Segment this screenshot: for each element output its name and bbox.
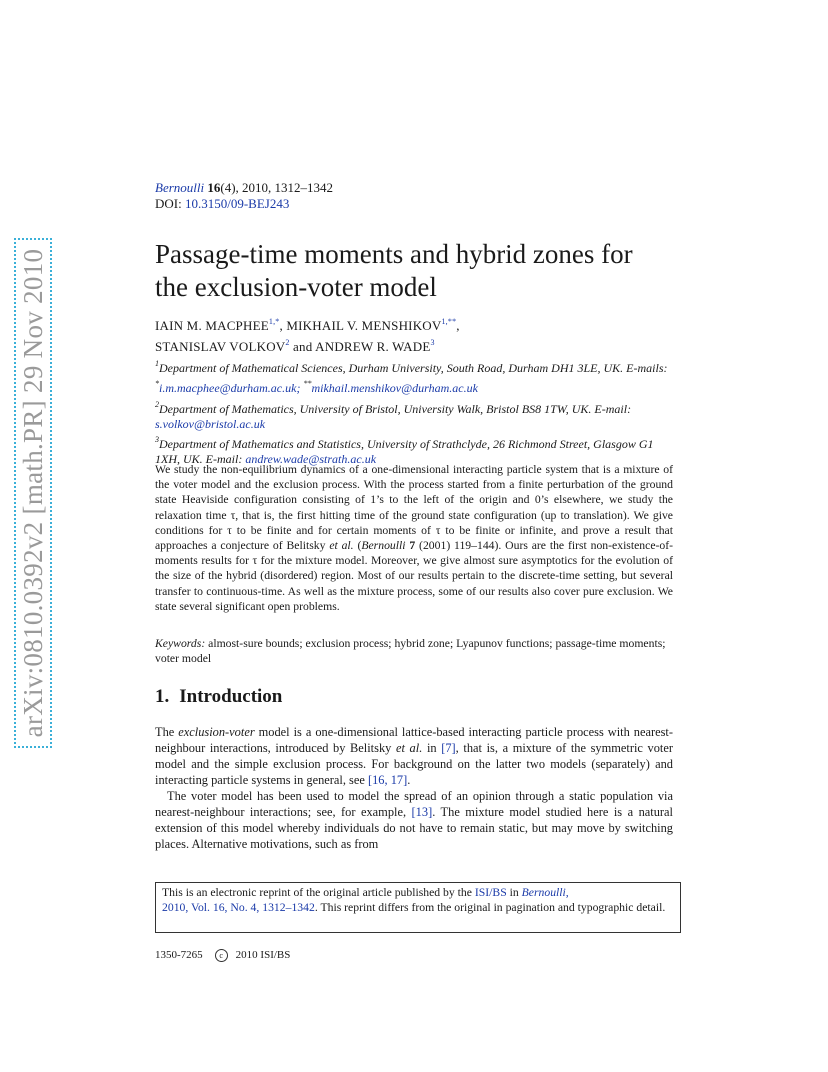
journal-citation: [155, 180, 673, 196]
abstract-part-1: We study the non-equilibrium dynamics of a one-dimensional interacting particle system that is a mixture of the voter model and the exclusion process. With the process started from a finite perturbation of the ground state Heaviside configuration consisting of 1’s to the left of the origin and 0’s elsewhere, we study the relaxation time τ, that is, the first hitting time of the ground state configuration (up to translation). We give conditions for τ to be finite and for certain moments of τ to be finite or infinite, and prove a result that approaches a conjecture of Belitsky: [155, 463, 673, 553]
author-wade-sup[interactable]: 3: [430, 338, 435, 347]
bernoulli-link[interactable]: Bernoulli,: [521, 886, 569, 899]
citation-link-7[interactable]: [7]: [441, 741, 456, 755]
journal-volume: 16: [207, 180, 221, 195]
abstract-part-2: Ours are the first non-existence-of-moments results for τ for the mixture model. Moreover, we give almost sure asymptotics for the evolution of the size of the hybrid (disordered) region. Most of our results pertain to the discrete-time setting, but several transfer to continuous-time. As well as the mixture process, some of our results also cover pure exclusion. We state several significant open problems.: [155, 539, 674, 613]
section-number: 1.: [155, 686, 170, 707]
doi-line: [155, 196, 673, 212]
citation-link-13[interactable]: [13]: [411, 805, 433, 819]
section-title: Introduction: [179, 686, 283, 707]
author-macphee: IAIN M. MACPHEE: [155, 318, 269, 333]
article-details-link[interactable]: 2010, Vol. 16, No. 4, 1312–1342: [162, 901, 315, 914]
journal-link[interactable]: Bernoulli: [155, 180, 205, 195]
abstract-cite-journal: Bernoulli: [361, 539, 406, 553]
author-volkov: STANISLAV VOLKOV: [155, 339, 286, 354]
doi-label: DOI:: [155, 196, 182, 211]
title-line-2: the exclusion-voter model: [155, 272, 437, 302]
keywords-text: almost-sure bounds; exclusion process; hybrid zone; Lyapunov functions; passage-time moments; voter model: [155, 637, 666, 666]
email-link-wade[interactable]: andrew.wade@strath.ac.uk: [245, 452, 377, 467]
email-link-menshikov[interactable]: mikhail.menshikov@durham.ac.uk: [311, 381, 478, 396]
abstract: [155, 462, 673, 614]
author-list: IAIN M. $MACPHEE^{1,*}$, MIKHAIL V. $MENSHIKOV^{1,**}$, STANISLAV VOLKOV$^2$ and ANDREW R. WADE$^3$: [155, 317, 460, 354]
journal-header: [155, 180, 673, 212]
intro-p1-term: exclusion-voter: [178, 725, 255, 739]
author-macphee-sup[interactable]: 1,*: [268, 317, 280, 326]
doi-link[interactable]: 10.3150/09-BEJ243: [184, 196, 290, 211]
isi-bs-link[interactable]: ISI/BS: [474, 886, 507, 899]
paper-title: [155, 238, 673, 304]
keywords: [155, 636, 673, 666]
email-mark-2: **: [303, 379, 312, 389]
affiliation-1: [155, 356, 673, 397]
intro-p1-etal: et al.: [395, 741, 423, 755]
author-conjunction: and: [293, 339, 313, 354]
keywords-label: Keywords:: [155, 637, 206, 650]
citation-link-16-17[interactable]: [16, 17]: [367, 773, 408, 787]
affiliation-1-text: Department of Mathematical Sciences, Durham University, South Road, Durham DH1 3LE, UK. E-mails:: [159, 361, 668, 375]
intro-p1-text-b: model is a one-dimensional lattice-based interacting particle process with nearest-neighbour interactions, introduced by Belitsky: [155, 725, 673, 755]
author-menshikov: MIKHAIL V. MENSHIKOV: [286, 318, 442, 333]
copyright-icon: c: [215, 949, 228, 962]
intro-paragraph-1: [155, 724, 673, 788]
arxiv-stamp[interactable]: arXiv:0810.0392v2 [math.PR] 29 Nov 2010: [14, 238, 52, 748]
affiliation-2-text: Department of Mathematics, University of Bristol, University Walk, Bristol BS8 1TW, UK. E-mail:: [159, 401, 632, 416]
affiliation-3-text: Department of Mathematics and Statistics, University of Strathclyde, 26 Richmond Street, Glasgow G1 1XH, UK. E-mail:: [155, 437, 654, 467]
section-heading: [155, 686, 673, 708]
arxiv-stamp-container: [14, 238, 52, 748]
intro-p1-text-d: , that is, a mixture of the symmetric voter model and the simple exclusion process. For background on the latter two models (separately) and interacting particle systems in general, see: [155, 741, 673, 787]
copyright-line: [155, 949, 290, 962]
email-mark-1: *: [155, 379, 159, 389]
intro-p2-text-a: The voter model has been used to model the spread of an opinion through a static population via nearest-neighbour interactions; see, for example,: [155, 789, 673, 819]
abstract-cite-rest: (2001) 119–144).: [419, 539, 502, 553]
author-wade: ANDREW R. WADE: [315, 339, 431, 354]
affiliation-3-number: 3: [155, 435, 159, 445]
intro-paragraph-2: [155, 788, 673, 852]
reprint-text-a: This is an electronic reprint of the original article published by the: [162, 886, 472, 899]
affiliation-1-number: 1: [155, 359, 159, 368]
email-link-volkov[interactable]: s.volkov@bristol.ac.uk: [155, 416, 266, 431]
copyright-text: 2010 ISI/BS: [235, 949, 291, 961]
author-menshikov-sup[interactable]: 1,**: [441, 317, 457, 326]
intro-p1-text-a: The: [155, 725, 175, 739]
author-volkov-sup[interactable]: 2: [285, 338, 290, 347]
email-link-macphee[interactable]: i.m.macphee@durham.ac.uk;: [159, 381, 301, 396]
intro-p2-text-b: . The mixture model studied here is a natural extension of this model whereby individuals do not have to remain static, but may move by switching places. Alternative motivations, such as from: [155, 805, 673, 851]
intro-p1-text-e: .: [407, 773, 411, 787]
abstract-cite-volume: 7: [409, 539, 416, 553]
title-line-1: Passage-time moments and hybrid zones for: [155, 239, 633, 269]
intro-p1-text-c: in: [426, 741, 437, 755]
affiliations: [155, 356, 673, 468]
abstract-cite-open: (: [357, 539, 362, 553]
reprint-notice-box: [155, 882, 681, 933]
abstract-etal: et al.: [329, 539, 354, 553]
reprint-text-c: . This reprint differs from the original in pagination and typographic detail.: [314, 901, 666, 914]
reprint-text-b: in: [509, 886, 519, 899]
introduction-body: [155, 724, 673, 852]
issn: 1350-7265: [155, 949, 203, 961]
affiliation-2-number: 2: [155, 399, 159, 409]
affiliation-2: [155, 397, 673, 433]
journal-issue-pages: (4), 2010, 1312–1342: [220, 180, 334, 195]
